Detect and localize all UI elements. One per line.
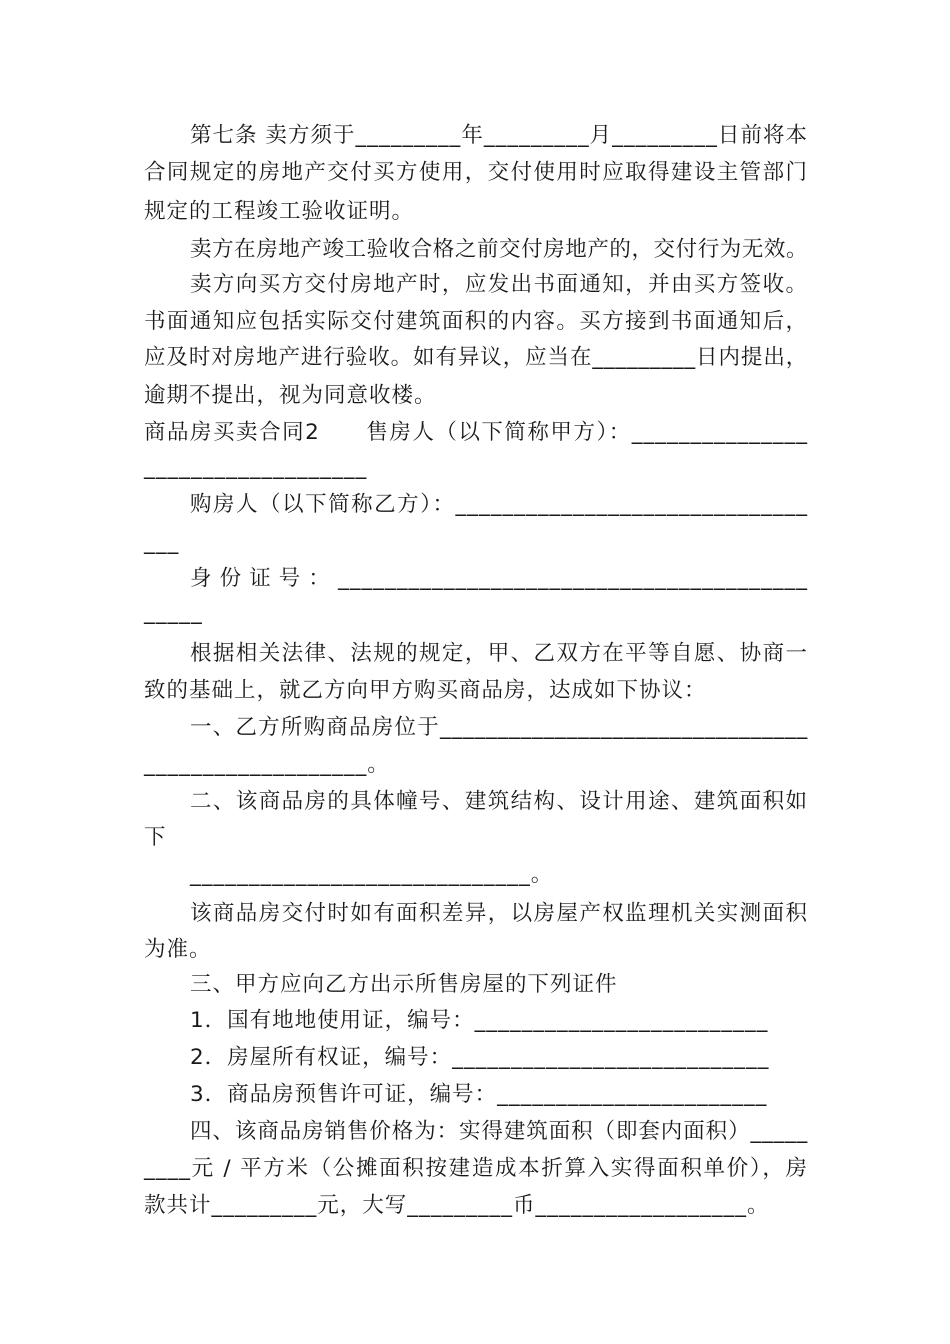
cert-item-1: 1．国有地地使用证，编号：_________________________	[190, 1008, 769, 1033]
item4-line3: 款共计_________元，大写_________币__________________。	[144, 1193, 770, 1218]
buyer-line1: 购房人（以下简称乙方）：______________________________	[190, 492, 808, 517]
area-diff-line2: 为准。	[144, 937, 212, 962]
item1-line2: ___________________。	[144, 752, 390, 777]
cert-item-3: 3．商品房预售许可证，编号：_______________________	[190, 1082, 768, 1107]
item4-line2: ____元 / 平方米（公摊面积按建造成本折算入实得面积单价），房	[144, 1156, 808, 1181]
buyer-line2: ___	[144, 530, 180, 555]
item2-line1: 二、该商品房的具体幢号、建筑结构、设计用途、建筑面积如	[190, 789, 808, 814]
area-diff-line1: 该商品房交付时如有面积差异，以房屋产权监理机关实测面积	[190, 901, 808, 926]
item1-line1: 一、乙方所购商品房位于________________________________	[190, 715, 808, 740]
item3-heading: 三、甲方应向乙方出示所售房屋的下列证件	[190, 972, 618, 997]
contract2-title-cont: ___________________	[144, 455, 368, 480]
cert-item-2: 2．房屋所有权证，编号：___________________________	[190, 1045, 770, 1070]
id-number-line1: 身份证号：________________________________________	[190, 566, 808, 591]
article7-line2: 合同规定的房地产交付买方使用，交付使用时应取得建设主管部门	[144, 160, 808, 185]
basis-line2: 致的基础上，就乙方向甲方购买商品房，达成如下协议：	[144, 678, 707, 703]
article7-para3-line1: 卖方向买方交付房地产时，应发出书面通知，并由买方签收。	[190, 272, 808, 297]
article7-line3: 规定的工程竣工验收证明。	[144, 199, 415, 224]
item4-line1: 四、该商品房销售价格为：实得建筑面积（即套内面积）_____	[190, 1119, 808, 1144]
item2-line3: _____________________________。	[190, 862, 554, 887]
article7-para3-line2: 书面通知应包括实际交付建筑面积的内容。买方接到书面通知后，	[144, 309, 808, 334]
id-number-line2: _____	[144, 600, 203, 625]
article7-para3-line4: 逾期不提出，视为同意收楼。	[144, 383, 437, 408]
article7-para3-line3: 应及时对房地产进行验收。如有异议，应当在_________日内提出，	[144, 345, 808, 370]
basis-line1: 根据相关法律、法规的规定，甲、乙双方在平等自愿、协商一	[190, 641, 808, 666]
item2-line2: 下	[144, 825, 167, 850]
article7-line1: 第七条 卖方须于_________年_________月_________日前将本	[190, 123, 808, 148]
article7-para2: 卖方在房地产竣工验收合格之前交付房地产的，交付行为无效。	[190, 237, 808, 262]
contract2-title-line: 商品房买卖合同2 售房人（以下简称甲方）：_______________	[144, 420, 808, 445]
